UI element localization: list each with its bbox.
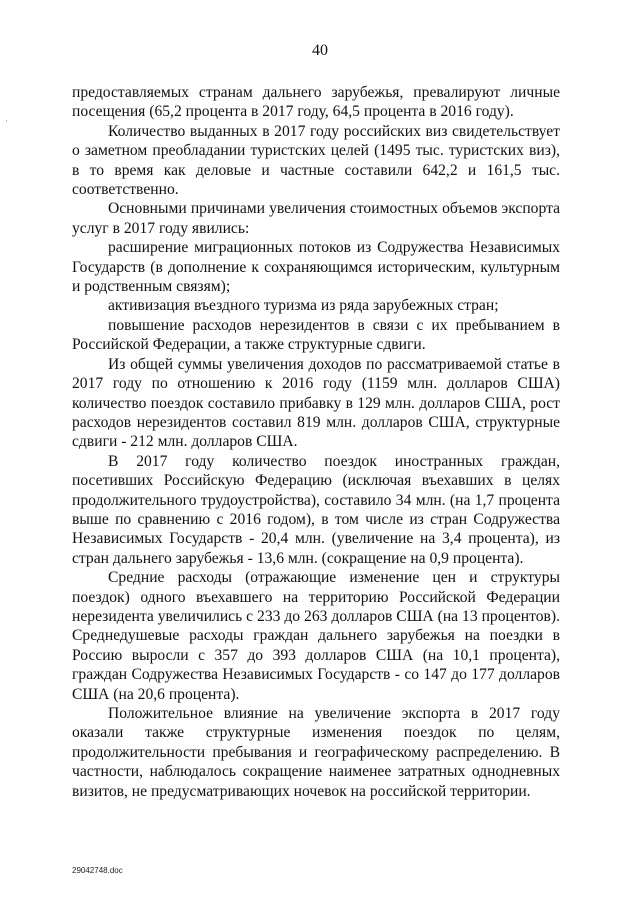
body-text [72,83,560,801]
page-number: 40 [312,42,328,59]
paragraph-6: повышение расходов нерезидентов в связи с их пребыванием в Российской Федерации, а также структурные сдвиги. [72,316,560,354]
paragraph-7: Из общей суммы увеличения доходов по рассматриваемой статье в 2017 году по отношению к 2016 году (1159 млн. долларов США) количество поездок составило прибавку в 129 млн. долларов США, рост расходов нерезидентов составил 819 млн. долларов США, структурные сдвиги - 212 млн. долларов США. [72,355,560,451]
paragraph-10: Положительное влияние на увеличение экспорта в 2017 году оказали также структурные изменения поездок по целям, продолжительности пребывания и географическому распределению. В частности, наблюдалось сокращение наименее затратных однодневных визитов, не предусматривающих ночевок на российской территории. [72,705,560,800]
paragraph-3: Основными причинами увеличения стоимостных объемов экспорта услуг в 2017 году явились: [72,200,560,237]
paragraph-2: Количество выданных в 2017 году российских виз свидетельствует о заметном преобладании туристских целей (1495 тыс. туристских виз), в то время как деловые и частные составили 642,2 и 161,5 тыс. соответственно. [72,122,560,199]
paragraph-1: предоставляемых странам дальнего зарубежья, превалируют личные посещения (65,2 процента в 2017 году, 64,5 процента в 2016 году). [72,84,560,121]
paragraph-4: расширение миграционных потоков из Содружества Независимых Государств (в дополнение к сохраняющимся историческим, культурным и родственным связям); [72,239,560,296]
paragraph-5: активизация въездного туризма из ряда зарубежных стран; [108,297,499,315]
paragraph-9: Средние расходы (отражающие изменение цен и структуры поездок) одного въехавшего на территорию Российской Федерации нерезидента увеличились с 233 до 263 долларов США (на 13 процентов). Среднедушевые расходы граждан дальнего зарубежья на поездки в Россию выросли с 357 до 393 долларов США (на 10,1 процента), граждан Содружества Независимых Государств - со 147 до 177 долларов США (на 20,6 процента). [72,569,560,703]
footer-file-code: 29042748.doc [72,866,123,875]
margin-mark [6,120,7,122]
paragraph-8: В 2017 году количество поездок иностранных граждан, посетивших Российскую Федерацию (исключая въехавших в целях продолжительного трудоустройства), составило 34 млн. (на 1,7 процента выше по сравнению с 2016 годом), в том числе из стран Содружества Независимых Государств - 20,4 млн. (увеличение на 3,4 процента), из стран дальнего зарубежья - 13,6 млн. (сокращение на 0,9 процента). [72,452,560,567]
